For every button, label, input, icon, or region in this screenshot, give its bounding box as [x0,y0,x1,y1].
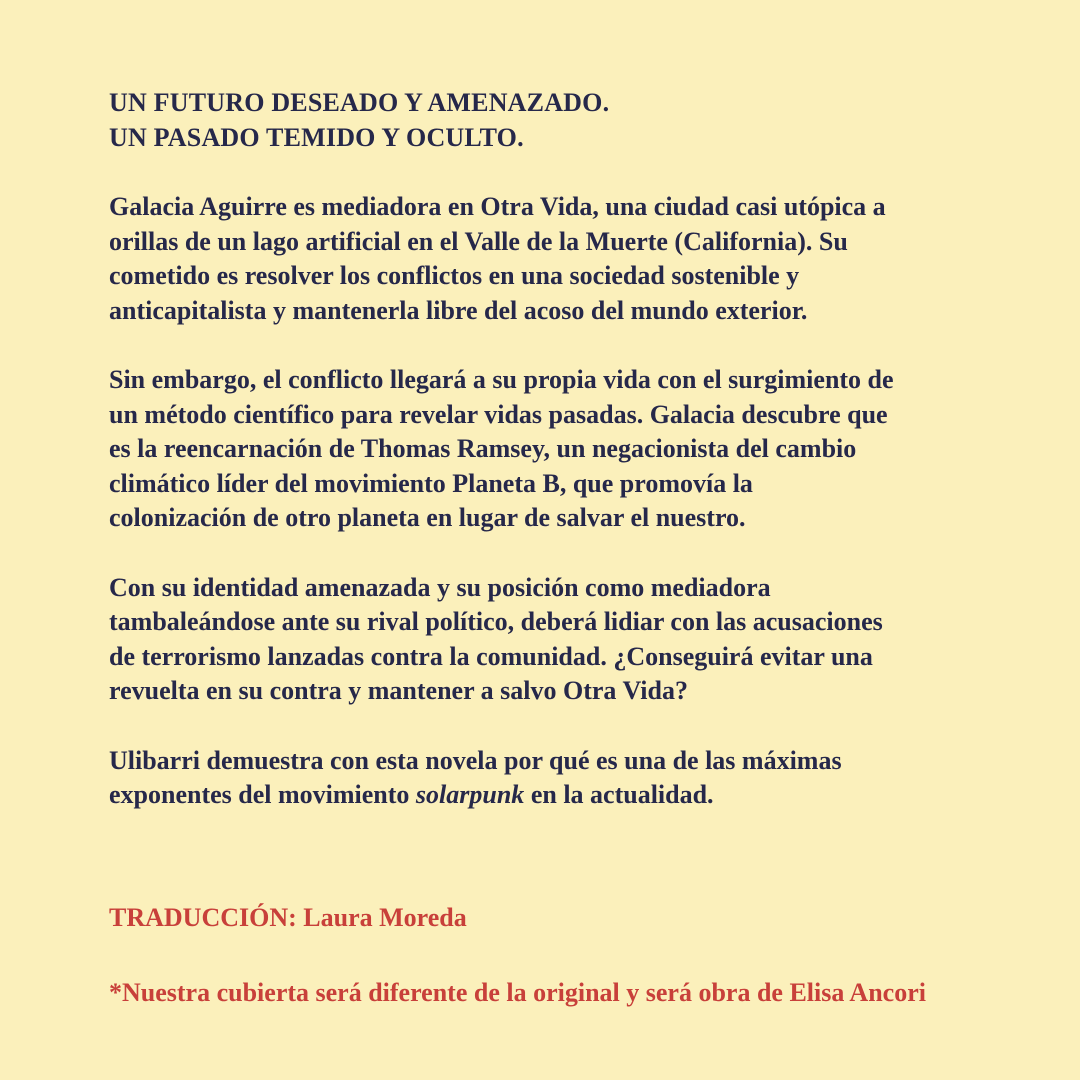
paragraph-line: de terrorismo lanzadas contra la comunidad. ¿Conseguirá evitar una [109,641,873,671]
paragraph-line: Ulibarri demuestra con esta novela por qué es una de las máximas [109,745,842,775]
paragraph-line-with-italic [109,778,1020,813]
cover-note: *Nuestra cubierta será diferente de la original y será obra de Elisa Ancori [109,978,926,1007]
synopsis-paragraph-2 [109,363,1020,536]
paragraph-line: Con su identidad amenazada y su posición como mediadora [109,572,771,602]
paragraph-line: un método científico para revelar vidas pasadas. Galacia descubre que [109,399,888,429]
paragraph-line: anticapitalista y mantenerla libre del acoso del mundo exterior. [109,295,808,325]
paragraph-line: Galacia Aguirre es mediadora en Otra Vida, una ciudad casi utópica a [109,192,886,221]
paragraph-line: revuelta en su contra y mantener a salvo Otra Vida? [109,676,688,705]
headline [109,86,1020,155]
headline-line-1: UN FUTURO DESEADO Y AMENAZADO. [109,88,610,117]
paragraph-line: climático líder del movimiento Planeta B, que promovía la [109,468,753,498]
synopsis-paragraph-1 [109,190,1020,328]
paragraph-line: colonización de otro planeta en lugar de salvar el nuestro. [109,503,746,532]
synopsis-paragraph-4 [109,744,1020,813]
paragraph-line: es la reencarnación de Thomas Ramsey, un negacionista del cambio [109,434,857,463]
translator-credit: TRADUCCIÓN: Laura Moreda [109,903,467,932]
paragraph-line: cometido es resolver los conflictos en una sociedad sostenible y [109,261,800,290]
synopsis-paragraph-3 [109,571,1020,709]
paragraph-line: tambaleándose ante su rival político, deberá lidiar con las acusaciones [109,607,883,636]
paragraph-line: Sin embargo, el conflicto llegará a su propia vida con el surgimiento de [109,365,894,394]
text-segment: en la actualidad. [524,780,714,809]
text-segment: exponentes del movimiento [109,780,416,809]
headline-line-2: UN PASADO TEMIDO Y OCULTO. [109,122,524,152]
paragraph-line: orillas de un lago artificial en el Valle de la Muerte (California). Su [109,226,848,256]
italic-term-solarpunk: solarpunk [415,780,525,809]
